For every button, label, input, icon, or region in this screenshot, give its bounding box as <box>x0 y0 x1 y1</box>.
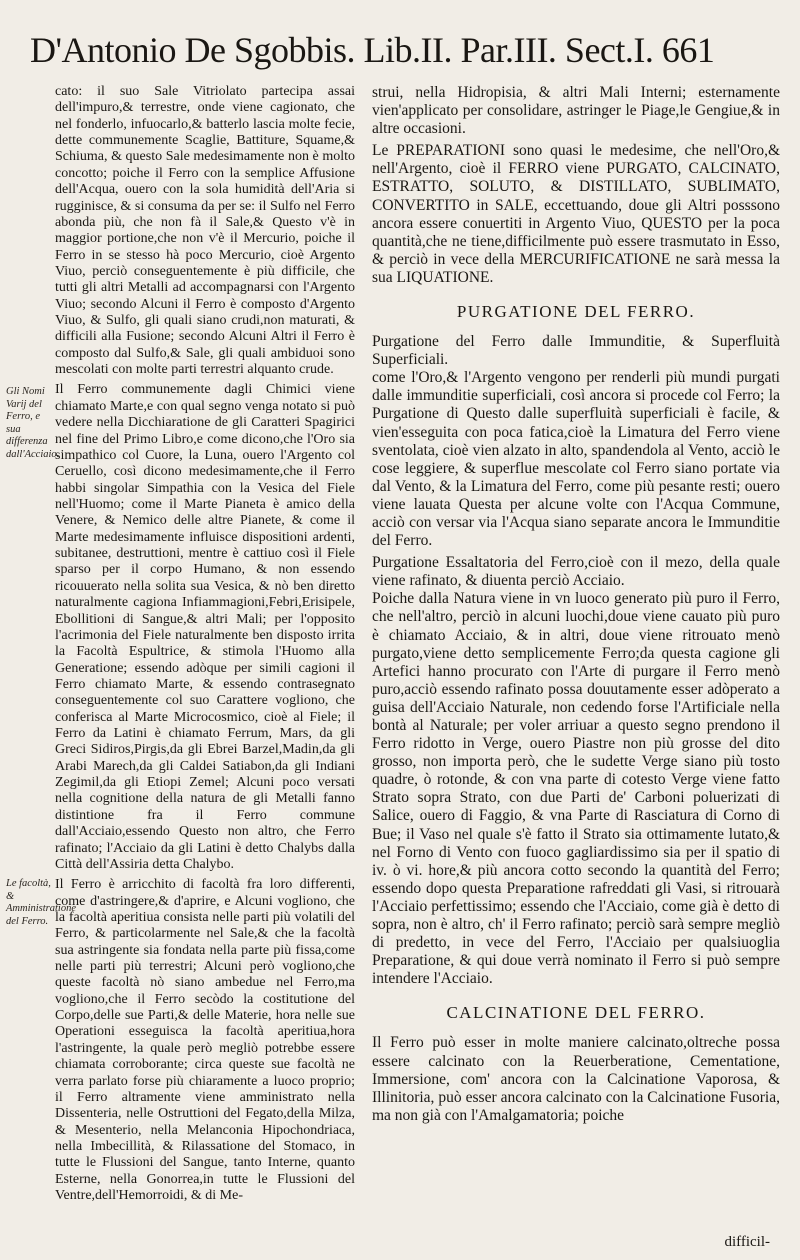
margin-note-nomi: Gli Nomi Varij del Ferro, e sua differenza dall'Acciaio. <box>6 386 60 460</box>
paragraph: Le PREPARATIONI sono quasi le medesime, che nell'Oro,& nell'Argento, cioè il FERRO viene PURGATO, CALCINATO, ESTRATTO, SOLUTO, & DISTILLATO, SUBLIMATO, CONVERTITO in SALE, eccettuando, doue gli Altri posssono ancora essere conuertiti in Argento Viuo, QUESTO per la poca quantità,che ne tiene,difficilmente può essere trasmutato in Esso, & perciò in vece della MERCURIFICATIONE ne sarà messa la sua LIQUATIONE. <box>372 142 780 286</box>
running-title: D'Antonio De Sgobbis. Lib.II. Par.III. Sect.I. 661 <box>30 30 715 70</box>
catchword: difficil- <box>724 1234 770 1250</box>
paragraph: cato: il suo Sale Vitriolato partecipa assai dell'impuro,& terrestre, onde viene cagionato, che nel fonderlo, infuocarlo,& batterlo lascia molte fecie, dette communemente Scaglie, Battiture, Squame,& Schiuma, & questo Sale medesimamente non è molto concotto; poiche il Ferro con la semplice Affusione dell'Acqua, ouero con la sola humidità dell'Aria si rugginisce, & si consuma da per se: il Sulfo nel Ferro abonda più, che non fà il Sale,& Questo v'è in maggior portione,che non v'è il Mercurio, poiche il Ferro in se stesso hà poco Mercurio, cioè Argento Viuo, perciò conseguentemente è più difficile, che tutti gli altri Metalli ad accompagnarsi con l'Argento Viuo; secondo Alcuni il Ferro è composto d'Argento Viuo, & Sulfo, gli quali siano crudi,non maturati, & difficili alla Fusione; secondo Alcuni Altri il Ferro è composto dal Sulfo,& Sale, gli quali ambiduoi sono mescolati con molte parti terrestri alquanto crude. <box>55 84 355 378</box>
paragraph: come l'Oro,& l'Argento vengono per renderli più mundi purgati dalle immunditie superficiali, così ancora si procede col Ferro; la Purgatione di Questo dalle superfluità superficiali è facile, & vien'esseguita con poca fatica,cioè la Limatura del Ferro viene sventolata, cioè vien alzato in alto, spandendola al Vento, acciò le cose leggiere, & superflue mescolate col Ferro siano portate via dal Vento, & la Limatura del Ferro, come più pesante resti; ouero viene lauata Questa per alcune volte con l'Acqua Commune, acciò con versar via l'Acqua siano separate ancora le Immunditie del Ferro. <box>372 369 780 550</box>
paragraph: strui, nella Hidropisia, & altri Mali Interni; esternamente vien'applicato per consolidare, astringer le Piage,le Gengiue,& in altre occasioni. <box>372 84 780 138</box>
section-heading: PURGATIONE DEL FERRO. <box>456 302 696 322</box>
subheading: Purgatione Essaltatoria del Ferro,cioè con il mezo, della quale viene rafinato, & diuenta perciò Acciaio. <box>372 554 780 590</box>
subheading: Purgatione del Ferro dalle Immunditie, & Superfluità Superficiali. <box>372 333 780 369</box>
left-column <box>55 84 355 1204</box>
section-heading: CALCINATIONE DEL FERRO. <box>446 1003 706 1023</box>
paragraph: Poiche dalla Natura viene in vn luoco generato più puro il Ferro, che nell'altro, perciò in alcuni luochi,doue viene cauato più puro è chiamato Acciaio, & in altri, doue viene ritrouato menò purgato,viene detto semplicemente Ferro;da questa cagione gli Artefici hanno procurato con l'Arte di purgare il Ferro menò puro,acciò essendo rafinato possa douutamente esser adòperato a guisa dell'Acciaio Naturale, non cedendo forse l'Artificiale nella bontà al Naturale; per voler arriuar a questo segno prendono il Ferro ridotto in Verge, ouero Piastre non più grosse del dito grosso, non importa però, che le sudette Verge siano più tosto quadre, ò rotonde, & con vna parte di cotesto Verge viene fatto Strato sopra Strato, con due Parti de' Carboni poluerizati di Salice, ouero di Faggio, & vna Parte di Rasciatura di Corno di Bue; il Vaso nel quale s'è fatto il Strato sia ottimamente lutato,& nel Forno di Vento con fuoco gagliardissimo sia per il spatio di iv. ò vi. hore,& più ancora cotto secondo la quantità del Ferro; essendo dopo questa Preparatione rafreddati gli Vasi, si ritrouarà l'Acciaio perfettissimo; essendo che l'Acciaio, come già è detto di sopra, non è altro, ch' il Ferro rafinato; perciò sarà sempre megliò di predetto, in vece del Ferro, l'Acciaio per qualsiuoglia Preparatione, & qui doue verrà nominato il Ferro si può sempre intendere l'Acciaio. <box>372 590 780 988</box>
paragraph: Il Ferro può esser in molte maniere calcinato,oltreche possa essere calcinato con la Reuerberatione, Cementatione, Immersione, com' ancora con la Calcinatione Vaporosa, & Illinitoria, può esser ancora calcinato con la Calcinatione Fusoria, ma non già con l'Amalgamatoria; poiche <box>372 1034 780 1124</box>
right-column <box>372 84 780 1125</box>
paragraph: Il Ferro communemente dagli Chimici viene chiamato Marte,e con qual segno venga notato si può vedere nella Dicchiaratione de gli Caratteri Spagirici nel fine del Primo Libro,e come dicono,che l'Oro sia simpathico col Cuore, la Luna, ouero l'Argento col Ceruello, così dicono medesimamente,che il Ferro habbi singolar Simpathia con la Vesica del Fiele nell'Huomo; come il Marte Pianeta è amico della Venere, & Nemico delle altre Pianete, & come il Marte medesimamente influisce dispositioni ardenti, subitanee, destruttioni, mentre è cattiuo così il Fiele sparso per il corpo Humano, & non essendo ricouuerato nella solita sua Vesica, & nò ben diretto naturalmente cagiona Infiammagioni,Febri,Erisipele, Ebollitioni di Sangue,& altri Mali; per l'opposito l'acrimonia del Fiele naturalmente ben disposto irrita la Facoltà Espultrice, & stimola l'Huomo alla Generatione; essendo adòque per simili cagioni il Ferro chiamato Marte, & essendo contrasegnato conseguentemente col suo Carattere vogliono, che conferisca al Marte Microcosmico, cioè al Fiele; il Ferro da Latini è chiamato Ferrum, Mars, da gli Greci Sidiros,Pirgis,da gli Ebrei Barzel,Madin,da gli Arabi Marech,da gli Caldei Satiabon,da gli Indiani Zegimil,da gli Etiopi Zemel; Alcuni poco versati nella cognitione della natura de gli Metalli fanno distintione fra il Ferro commune dall'Acciaio,essendo Questo non altro, che Ferro rafinato; l'Acciaio da gli Latini è detto Chalybs dalla Città dell'Assiria detta Chalybo. <box>55 382 355 872</box>
paragraph: Il Ferro è arricchito di facoltà fra loro differenti, come d'astringere,& d'aprire, e Alcuni vogliono, che la facoltà aperitiua consista nelle parti più volatili del Ferro, & particolarmente nel Sale,& che la facoltà sua astringente sia fondata nella parte più fissa,come nelle parti più terrestri; Alcuni però vogliono,che queste facoltà nò siano ambedue nel Ferro,ma vogliono,che il Ferro secòdo la costitutione del Corpo,delle sue Parti,& delle Materie, hora nelle sue Operationi esseguisca la facoltà aperitiua,hora l'astringente, la quale però megliò potrebbe essere chiamata corroborante; circa queste sue facoltà ne verra parlato forse più chiaramente a luoco proprio; il Ferro altramente viene amministrato nella Dissenteria, nelle Ostruttioni del Fegato,della Milza, & Mesenterio, nella Melanconia Hipochondriaca, nella Imbecillità, & Rilassatione del Stomaco, in tutte le Flussioni del Sangue, tanto Interne, quanto Esterne, nella Gonorrea,in tutte le Flussioni del Ventre,dell'Hemorroidi, & di Me- <box>55 877 355 1204</box>
margin-note-facolta: Le facoltà, & Amministratione del Ferro. <box>6 878 76 927</box>
